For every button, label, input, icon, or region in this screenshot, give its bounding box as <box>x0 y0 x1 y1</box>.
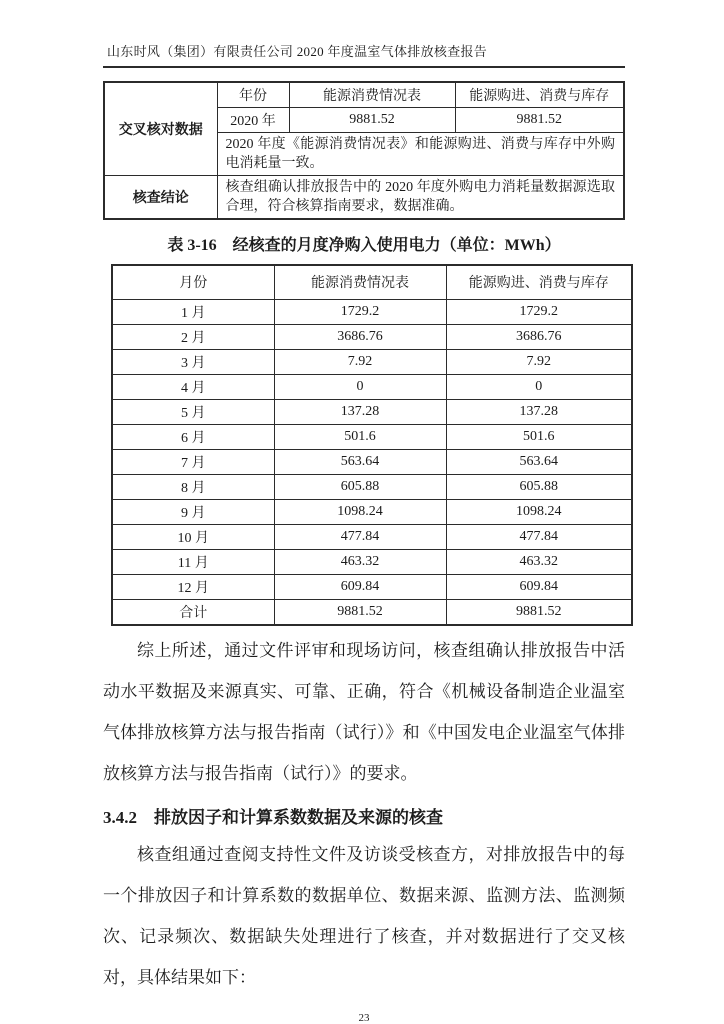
table-row <box>112 449 632 474</box>
conclusion-section-label: 核查结论 <box>104 176 217 220</box>
cell-consumption: 0 <box>274 374 446 399</box>
cell-month: 12 月 <box>112 574 274 599</box>
cell-purchase: 137.28 <box>446 399 632 424</box>
page-number: 23 <box>358 1011 370 1024</box>
cross-check-section-label: 交叉核对数据 <box>104 82 217 176</box>
cell-consumption: 605.88 <box>274 474 446 499</box>
cell-month: 6 月 <box>112 424 274 449</box>
table-row <box>104 176 624 220</box>
col-header-month: 月份 <box>112 265 274 299</box>
cell-purchase: 501.6 <box>446 424 632 449</box>
cell-purchase: 477.84 <box>446 524 632 549</box>
cell-purchase: 609.84 <box>446 574 632 599</box>
table-row <box>112 324 632 349</box>
table-row <box>112 349 632 374</box>
table-row <box>104 82 624 108</box>
table-row <box>112 524 632 549</box>
cell-total-consumption: 9881.52 <box>274 599 446 625</box>
factors-paragraph: 核查组通过查阅支持性文件及访谈受核查方，对排放报告中的每一个排放因子和计算系数的数据单位、数据来源、监测方法、监测频次、记录频次、数据缺失处理进行了核查，并对数据进行了交叉核对，具体结果如下： <box>103 844 625 987</box>
cell-total-label: 合计 <box>112 599 274 625</box>
table-row <box>112 424 632 449</box>
cell-purchase: 3686.76 <box>446 324 632 349</box>
cell-consumption: 1098.24 <box>274 499 446 524</box>
table-3-16-title: 表 3-16 经核查的月度净购入使用电力（单位：MWh） <box>167 237 561 254</box>
col-header-purchase: 能源购进、消费与库存 <box>446 265 632 299</box>
cell-month: 9 月 <box>112 499 274 524</box>
cell-consumption: 609.84 <box>274 574 446 599</box>
cell-month: 7 月 <box>112 449 274 474</box>
cell-month: 2 月 <box>112 324 274 349</box>
monthly-electricity-table <box>111 264 633 626</box>
cell-month: 8 月 <box>112 474 274 499</box>
col-header-consumption: 能源消费情况表 <box>274 265 446 299</box>
table-row <box>112 474 632 499</box>
cell-month: 5 月 <box>112 399 274 424</box>
cell-consumption: 563.64 <box>274 449 446 474</box>
cell-month: 4 月 <box>112 374 274 399</box>
cell-conclusion-text: 核查组确认排放报告中的 2020 年度外购电力消耗量数据源选取合理，符合核算指南要求，数据准确。 <box>217 176 624 220</box>
summary-paragraph: 综上所述，通过文件评审和现场访问，核查组确认排放报告中活动水平数据及来源真实、可靠、正确，符合《机械设备制造企业温室气体排放核算方法与报告指南（试行）》和《中国发电企业温室气体排放核算方法与报告指南（试行）》的要求。 <box>103 640 625 783</box>
cell-month: 3 月 <box>112 349 274 374</box>
cell-purchase: 563.64 <box>446 449 632 474</box>
cell-year-value: 2020 年 <box>217 108 289 133</box>
cell-purchase: 463.32 <box>446 549 632 574</box>
table-header-row <box>112 265 632 299</box>
cross-check-table <box>103 81 625 220</box>
section-heading-3-4-2: 3.4.2 排放因子和计算系数数据及来源的核查 <box>103 807 443 827</box>
table-row <box>112 574 632 599</box>
table-row <box>112 499 632 524</box>
cell-purchase: 1098.24 <box>446 499 632 524</box>
table-row <box>112 549 632 574</box>
col-header-consumption: 能源消费情况表 <box>289 82 455 108</box>
cell-month: 1 月 <box>112 299 274 324</box>
cell-consumption: 1729.2 <box>274 299 446 324</box>
cell-purchase: 0 <box>446 374 632 399</box>
cell-consumption-value: 9881.52 <box>289 108 455 133</box>
cell-consumption: 137.28 <box>274 399 446 424</box>
cell-purchase-value: 9881.52 <box>455 108 624 133</box>
cell-consumption: 477.84 <box>274 524 446 549</box>
table-row <box>112 374 632 399</box>
cell-purchase: 7.92 <box>446 349 632 374</box>
col-header-purchase: 能源购进、消费与库存 <box>455 82 624 108</box>
cell-consumption: 463.32 <box>274 549 446 574</box>
cell-total-purchase: 9881.52 <box>446 599 632 625</box>
cell-month: 11 月 <box>112 549 274 574</box>
table-row-total <box>112 599 632 625</box>
table-row <box>112 399 632 424</box>
cell-purchase: 605.88 <box>446 474 632 499</box>
cell-cross-check-note: 2020 年度《能源消费情况表》和能源购进、消费与库存中外购电消耗量一致。 <box>217 133 624 176</box>
cell-month: 10 月 <box>112 524 274 549</box>
cell-consumption: 7.92 <box>274 349 446 374</box>
cell-purchase: 1729.2 <box>446 299 632 324</box>
cell-consumption: 3686.76 <box>274 324 446 349</box>
document-header <box>103 44 625 68</box>
header-title: 山东时风（集团）有限责任公司 2020 年度温室气体排放核查报告 <box>107 44 488 59</box>
table-row <box>112 299 632 324</box>
col-header-year: 年份 <box>217 82 289 108</box>
cell-consumption: 501.6 <box>274 424 446 449</box>
